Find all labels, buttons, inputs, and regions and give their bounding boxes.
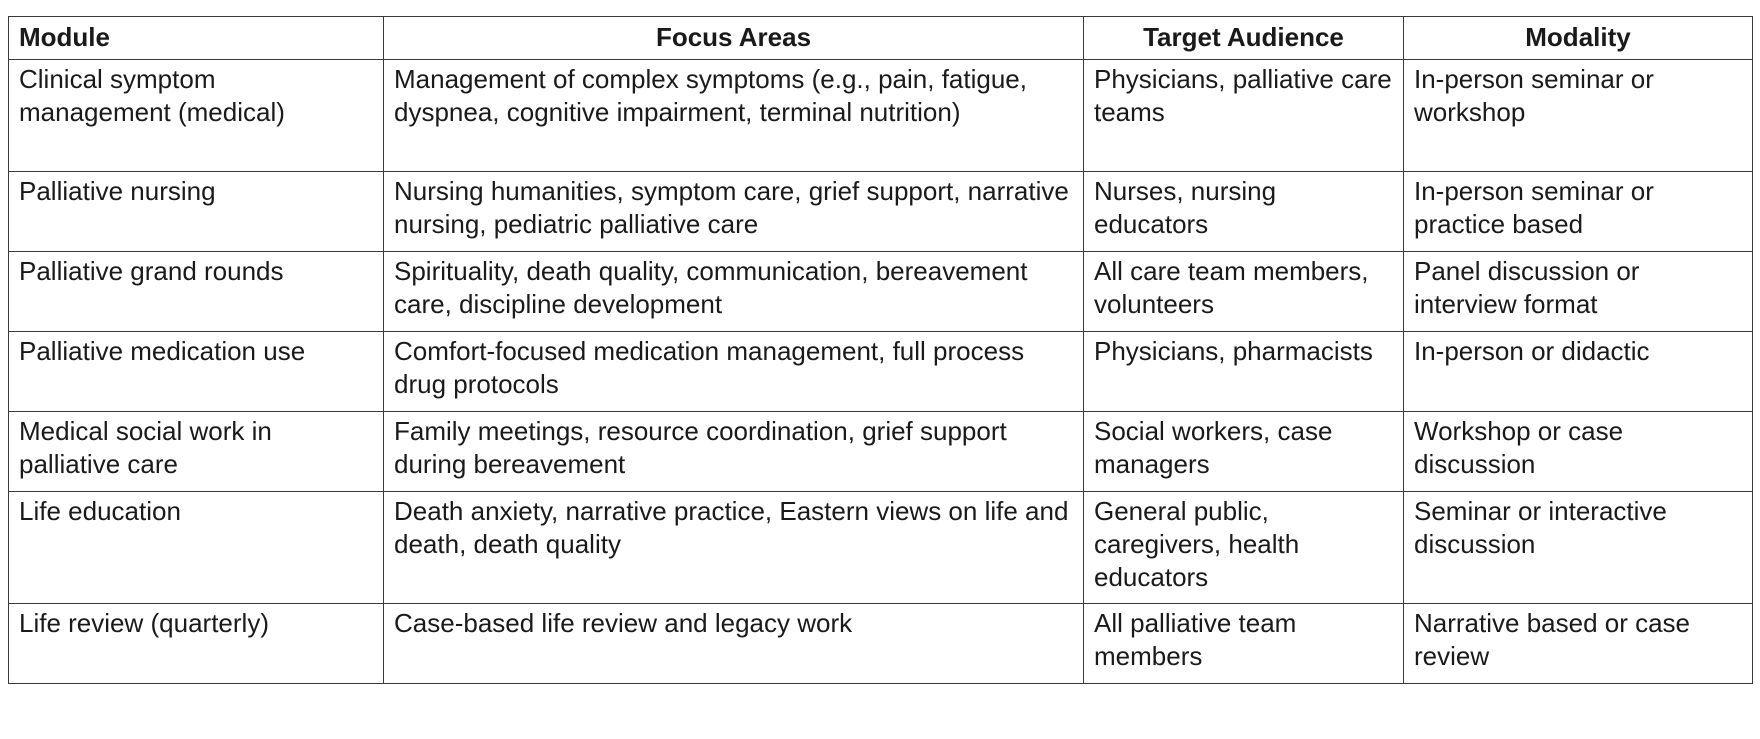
table-row	[9, 412, 1753, 492]
header-row	[9, 17, 1753, 60]
modality-cell: Narrative based or case review	[1404, 604, 1753, 684]
modality-cell: Workshop or case discussion	[1404, 412, 1753, 492]
focus-cell: Case-based life review and legacy work	[384, 604, 1084, 684]
table-row	[9, 60, 1753, 172]
focus-cell: Management of complex symptoms (e.g., pain, fatigue, dyspnea, cognitive impairment, terminal nutrition)	[384, 60, 1084, 172]
audience-cell: Nurses, nursing educators	[1084, 172, 1404, 252]
table-row	[9, 252, 1753, 332]
module-cell: Palliative medication use	[9, 332, 384, 412]
audience-cell: All palliative team members	[1084, 604, 1404, 684]
focus-cell: Death anxiety, narrative practice, Eastern views on life and death, death quality	[384, 492, 1084, 604]
module-cell: Medical social work in palliative care	[9, 412, 384, 492]
focus-cell: Nursing humanities, symptom care, grief support, narrative nursing, pediatric palliative care	[384, 172, 1084, 252]
header-target-audience: Target Audience	[1084, 17, 1404, 60]
header-focus-areas: Focus Areas	[384, 17, 1084, 60]
header-modality: Modality	[1404, 17, 1753, 60]
header-module: Module	[9, 17, 384, 60]
modality-cell: Panel discussion or interview format	[1404, 252, 1753, 332]
modality-cell: In-person seminar or workshop	[1404, 60, 1753, 172]
modality-cell: Seminar or interactive discussion	[1404, 492, 1753, 604]
module-cell: Life review (quarterly)	[9, 604, 384, 684]
table-row	[9, 492, 1753, 604]
audience-cell: General public, caregivers, health educators	[1084, 492, 1404, 604]
module-cell: Clinical symptom management (medical)	[9, 60, 384, 172]
focus-cell: Family meetings, resource coordination, grief support during bereavement	[384, 412, 1084, 492]
modality-cell: In-person seminar or practice based	[1404, 172, 1753, 252]
module-cell: Life education	[9, 492, 384, 604]
module-cell: Palliative nursing	[9, 172, 384, 252]
audience-cell: Physicians, pharmacists	[1084, 332, 1404, 412]
audience-cell: Physicians, palliative care teams	[1084, 60, 1404, 172]
table-row	[9, 604, 1753, 684]
module-cell: Palliative grand rounds	[9, 252, 384, 332]
table-row	[9, 332, 1753, 412]
audience-cell: All care team members, volunteers	[1084, 252, 1404, 332]
modality-cell: In-person or didactic	[1404, 332, 1753, 412]
curriculum-table	[8, 16, 1753, 684]
table-row	[9, 172, 1753, 252]
focus-cell: Comfort-focused medication management, full process drug protocols	[384, 332, 1084, 412]
focus-cell: Spirituality, death quality, communication, bereavement care, discipline development	[384, 252, 1084, 332]
audience-cell: Social workers, case managers	[1084, 412, 1404, 492]
